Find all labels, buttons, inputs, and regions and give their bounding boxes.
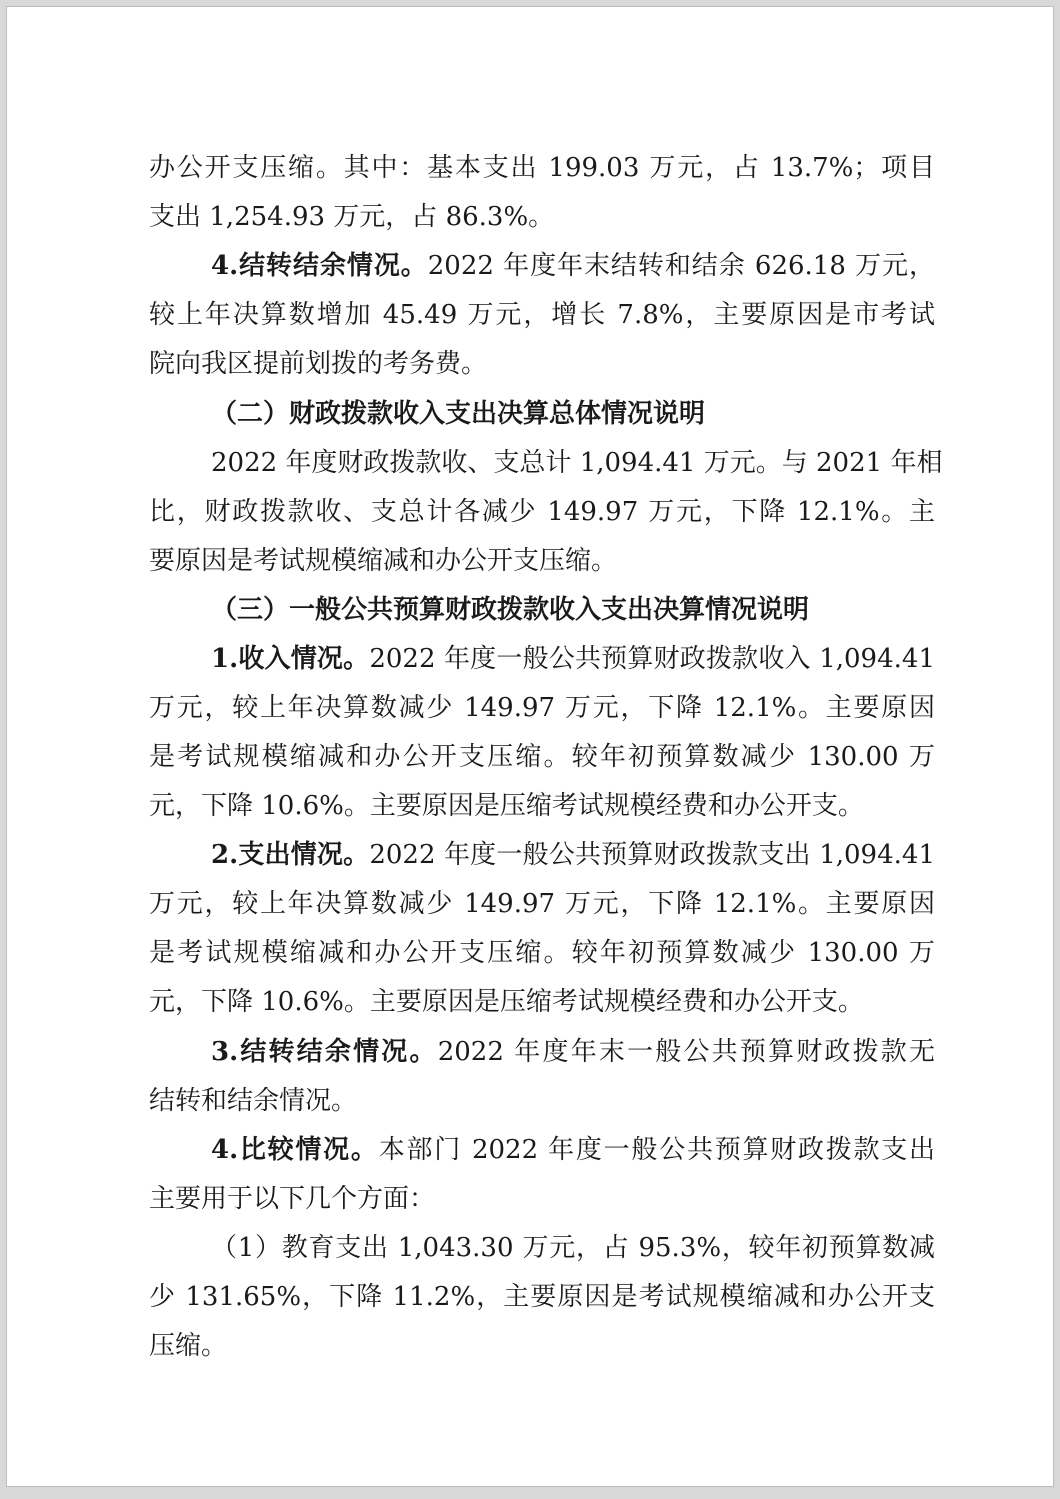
- text-run: 办公开支压缩。其中：基本支出 199.03 万元，占 13.7%；项目: [149, 153, 935, 183]
- text-run: 2022 年度年末结转和结余 626.18 万元，: [427, 251, 935, 281]
- subheading-label: 3.结转结余情况。: [211, 1037, 438, 1067]
- text-run: 主要用于以下几个方面：: [149, 1184, 436, 1214]
- text-run: 较上年决算数增加 45.49 万元，增长 7.8%，主要原因是市考试: [149, 300, 935, 330]
- text-run: 万元，较上年决算数减少 149.97 万元，下降 12.1%。主要原因: [149, 693, 935, 723]
- section-heading-line: [211, 1130, 935, 1170]
- document-page: [6, 6, 1054, 1487]
- text-line: [149, 197, 935, 237]
- text-run: 万元，较上年决算数减少 149.97 万元，下降 12.1%。主要原因: [149, 889, 935, 919]
- text-line: [149, 933, 935, 973]
- text-run: 比，财政拨款收、支总计各减少 149.97 万元，下降 12.1%。主: [149, 497, 935, 527]
- text-line: [149, 541, 935, 581]
- text-line: [149, 982, 935, 1022]
- subheading-label: 2.支出情况。: [211, 840, 370, 870]
- section-heading: [211, 590, 935, 630]
- text-line: [149, 344, 935, 384]
- text-run: 院向我区提前划拨的考务费。: [149, 349, 488, 379]
- text-run: 本部门 2022 年度一般公共预算财政拨款支出: [378, 1135, 935, 1165]
- section-heading-text: （二）财政拨款收入支出决算总体情况说明: [211, 399, 706, 429]
- text-run: 少 131.65%，下降 11.2%，主要原因是考试规模缩减和办公开支: [149, 1282, 935, 1312]
- text-run: 元，下降 10.6%。主要原因是压缩考试规模经费和办公开支。: [149, 791, 864, 821]
- text-line: [149, 737, 935, 777]
- text-run: 2022 年度一般公共预算财政拨款收入 1,094.41: [369, 644, 935, 674]
- text-line: [149, 1081, 935, 1121]
- section-heading-text: （三）一般公共预算财政拨款收入支出决算情况说明: [211, 595, 810, 625]
- text-run: 元，下降 10.6%。主要原因是压缩考试规模经费和办公开支。: [149, 987, 864, 1017]
- text-line: [149, 1179, 935, 1219]
- text-line: [149, 884, 935, 924]
- section-heading: [211, 394, 935, 434]
- text-run: （1）教育支出 1,043.30 万元，占 95.3%，较年初预算数减: [211, 1233, 935, 1263]
- text-run: 是考试规模缩减和办公开支压缩。较年初预算数减少 130.00 万: [149, 742, 935, 772]
- text-run: 2022 年度一般公共预算财政拨款支出 1,094.41: [369, 840, 935, 870]
- text-run: 是考试规模缩减和办公开支压缩。较年初预算数减少 130.00 万: [149, 938, 935, 968]
- text-run: 2022 年度年末一般公共预算财政拨款无: [437, 1037, 935, 1067]
- subheading-label: 4.比较情况。: [211, 1135, 379, 1165]
- text-run: 支出 1,254.93 万元，占 86.3%。: [149, 202, 555, 232]
- section-heading-line: [211, 835, 935, 875]
- text-line: [149, 786, 935, 826]
- section-heading-line: [211, 639, 935, 679]
- text-line: [149, 1326, 935, 1366]
- subheading-label: 1.收入情况。: [211, 644, 370, 674]
- text-run: 要原因是考试规模缩减和办公开支压缩。: [149, 546, 618, 576]
- section-heading-line: [211, 246, 935, 286]
- text-line: [149, 688, 935, 728]
- text-line: [149, 295, 935, 335]
- text-line: [211, 1228, 935, 1268]
- section-heading-line: [211, 1032, 935, 1072]
- text-run: 压缩。: [149, 1331, 228, 1361]
- subheading-label: 4.结转结余情况。: [211, 251, 428, 281]
- text-run: 2022 年度财政拨款收、支总计 1,094.41 万元。与 2021 年相: [211, 448, 943, 478]
- text-run: 结转和结余情况。: [149, 1086, 358, 1116]
- text-line: [211, 443, 943, 483]
- text-line: [149, 492, 935, 532]
- text-line: [149, 148, 935, 188]
- text-line: [149, 1277, 935, 1317]
